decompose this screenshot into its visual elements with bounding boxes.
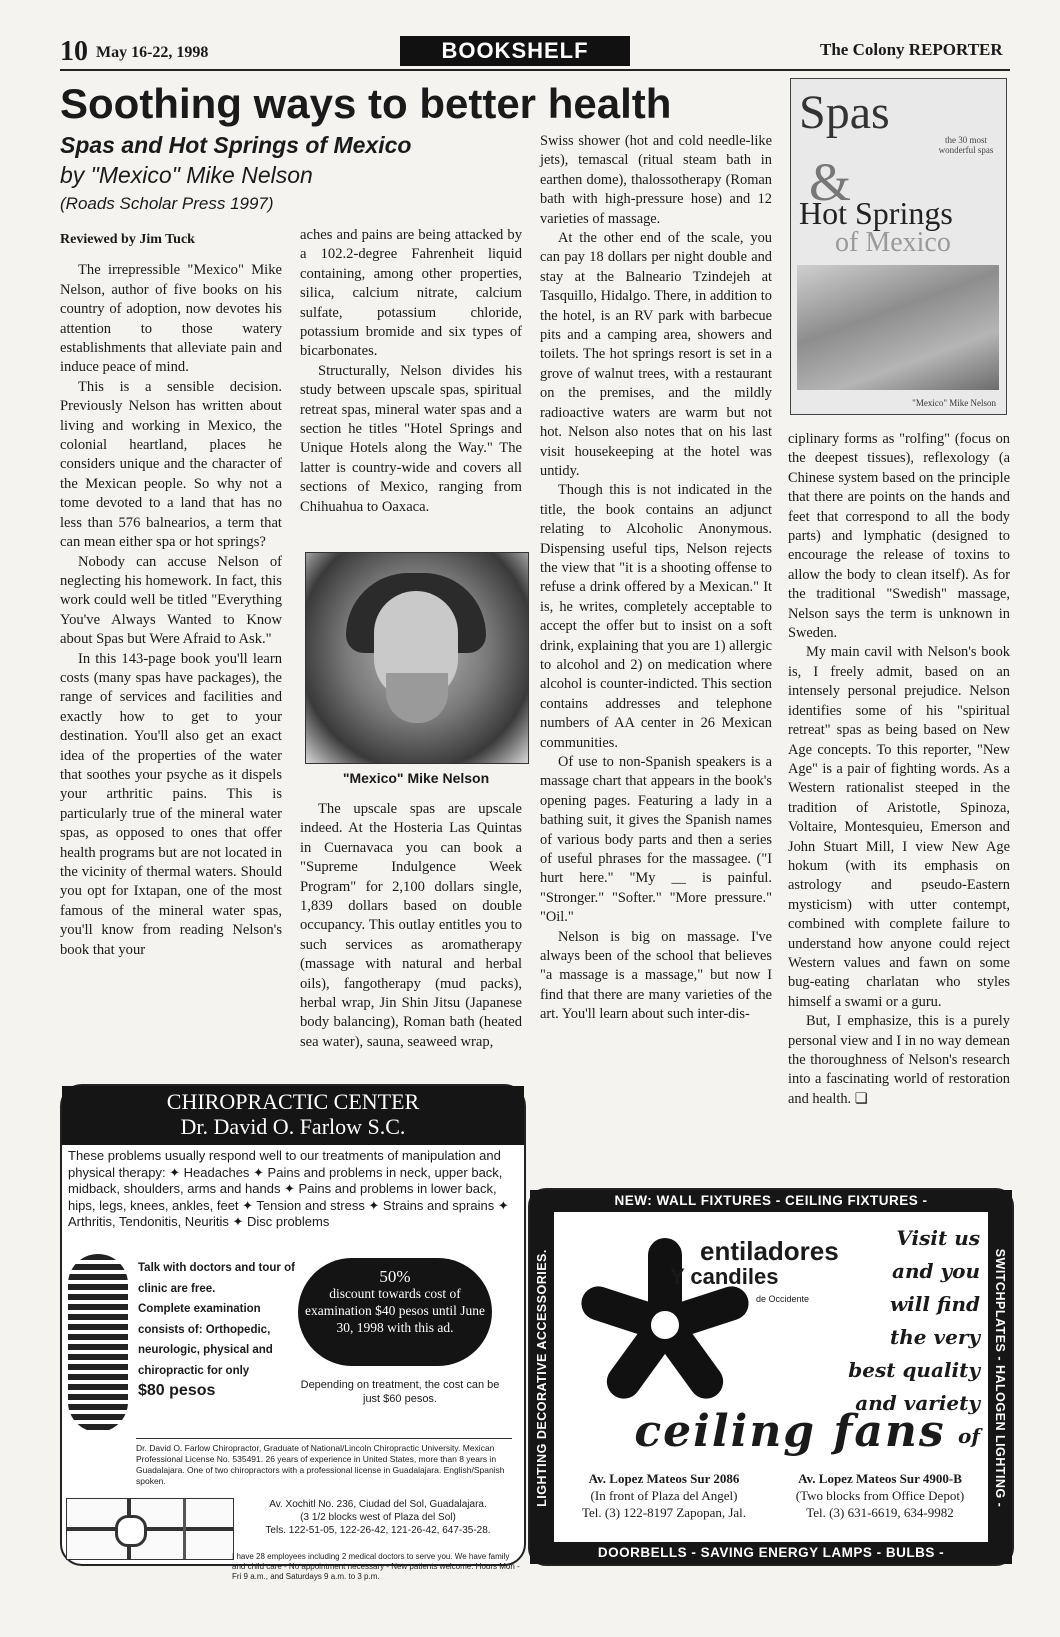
- ad-offer-list: [138, 1258, 303, 1402]
- script-line: and you: [892, 1259, 980, 1283]
- address-line: (3 1/2 blocks west of Plaza del Sol): [300, 1512, 456, 1523]
- clinic-address: [238, 1498, 518, 1537]
- article-column-2-top: [300, 226, 522, 517]
- paragraph: ciplinary forms as "rolfing" (focus on the deepest tissues), reflexology (a Chinese system based on the principle that there are points on the hands and feet that correspond to all the body parts) and lymphatic (designed to encourage the release of toxins to allow the body to clean itself). As for the traditional "Swedish" massage, Nelson says the term is unknown in Sweden.: [788, 431, 1010, 642]
- paragraph: Though this is not indicated in the title, the book contains an adjunct relating to Alcoholic Anonymous. Dispensing useful tips, Nelson rejects the view that "it is a shooting offense to refuse a drink offered by a Mexican." It is, he writes, completely acceptable to accept the offer but to insist on a soft drink, explaining that you are 1) allergic to alcohol and 2) on medication where alcohol is counter-indicted. This section contains addresses and telephone numbers of AA center in 26 Mexican communities.: [540, 482, 772, 751]
- ceiling-fans-title: ceiling fans: [634, 1406, 946, 1457]
- store-address: Av. Lopez Mateos Sur 2086: [588, 1471, 740, 1486]
- brand-candiles: Y candiles: [670, 1264, 779, 1289]
- ad-band-bottom: DOORBELLS - SAVING ENERGY LAMPS - BULBS -: [530, 1542, 1012, 1564]
- paragraph: Swiss shower (hot and cold needle-like jets), temascal (ritual steam bath in earthen dome), thalossotherapy (Roman bath with high-pressure hose) and 12 varieties of massage.: [540, 133, 772, 227]
- ad-intro: These problems usually respond well to our treatments of manipulation and physical therapy: ✦ Headaches ✦ Pains and problems in neck, upper back, midback, shoulders, arms and hands ✦ Pains and problems in lower back, hips, legs, knees, ankles, feet ✦ Tension and stress ✦ Strains and sprains ✦ Arthritis, Tendonitis, Neuritis ✦ Disc problems: [68, 1148, 509, 1229]
- cover-pool-photo: [797, 265, 999, 390]
- book-author: by "Mexico" Mike Nelson: [60, 162, 313, 188]
- end-mark: ❏: [854, 1090, 868, 1107]
- spine-illustration: [68, 1254, 128, 1432]
- paragraph: The upscale spas are upscale indeed. At the Hosteria Las Quintas in Cuernavaca you can book a "Supreme Indulgence Week Program" for 2,100 dollars single, 1,839 dollars based on double occupancy. This outlay entitles you to such services as aromatherapy (massage with natural and herbal oils), fangotherapy (mud packs), herbal wrap, Jin Shin Jitsu (Japanese body balancing), Roman bath (heated sea water), sauna, seaweed wrap,: [300, 801, 522, 1050]
- cover-author: "Mexico" Mike Nelson: [912, 398, 996, 408]
- offer-line: Talk with doctors and tour of clinic are free.: [138, 1262, 295, 1295]
- discount-text: discount towards cost of examination $40 pesos until June 30, 1998 with this ad.: [305, 1286, 485, 1335]
- book-publisher: (Roads Scholar Press 1997): [60, 194, 274, 213]
- ad-band-right: [988, 1190, 1012, 1564]
- brand-occidente: de Occidente: [756, 1294, 810, 1304]
- script-line: best quality: [848, 1358, 980, 1382]
- script-line: will find: [889, 1292, 980, 1316]
- map-road: [183, 1499, 186, 1559]
- script-line: the very: [890, 1325, 980, 1349]
- cover-title-hot-springs: Hot Springs: [799, 195, 953, 231]
- photo-caption: "Mexico" Mike Nelson: [342, 770, 490, 786]
- paragraph: [788, 1012, 1010, 1109]
- location-map: [66, 1498, 234, 1560]
- map-road: [67, 1527, 233, 1531]
- fan-hub: [648, 1308, 682, 1342]
- script-line: and variety of: [855, 1391, 980, 1448]
- issue-date: May 16-22, 1998: [96, 44, 209, 61]
- store-address: Av. Lopez Mateos Sur 4900-B: [798, 1471, 962, 1486]
- page-number: 10: [60, 36, 88, 67]
- header-rule: [60, 69, 1010, 71]
- cover-title-of-mexico: of Mexico: [835, 227, 951, 258]
- article-column-2-bottom: [300, 800, 522, 1052]
- book-cover-image: [790, 78, 1007, 415]
- chiropractic-ad: [60, 1084, 526, 1581]
- store-location-2: [780, 1470, 980, 1521]
- store-landmark: (Two blocks from Office Depot): [795, 1488, 965, 1503]
- address-line: Av. Xochitl No. 236, Ciudad del Sol, Guadalajara.: [269, 1499, 487, 1510]
- store-landmark: (In front of Plaza del Angel): [590, 1488, 738, 1503]
- paragraph: Structurally, Nelson divides his study between upscale spas, spiritual retreat spas, mineral water spas and a section he titles "Hotel Springs and Unique Hotels along the Way." The latter is country-wide and covers all sections of Mexico, ranging from Chihuahua to Oaxaca.: [300, 362, 522, 515]
- ceiling-fans-ad: [528, 1188, 1014, 1566]
- band-text: LIGHTING DECORATIVE ACCESSORIES.: [535, 1249, 549, 1507]
- discount-percent: 50%: [379, 1267, 411, 1286]
- store-phone: Tel. (3) 122-8197 Zapopan, Jal.: [581, 1505, 747, 1520]
- section-banner: BOOKSHELF: [400, 36, 630, 66]
- paragraph: In this 143-page book you'll learn costs (many spas have packages), the range of services and facilities and exactly how to get to your destination. You'll also get an exact idea of the properties of the water that soothes your psyche as it dispels your arthritic pains. This is particularly true of the mineral water spas, as opposed to ones that offer health programs but are not located in the vicinity of thermal waters. Should you opt for Ixtapan, one of the most famous of the mineral water spas, you'll know from reading Nelson's book that your: [60, 650, 282, 958]
- newspaper-name: The Colony REPORTER: [820, 40, 1003, 59]
- article-column-3: [540, 132, 772, 1025]
- paragraph: This is a sensible decision. Previously Nelson has written about living and working in Mexico, the colonial heartland, places he considers unique and the character of the Mexican people. So why not a tome devoted to a land that has no less than 576 balnearios, a term that can mean either spa or hot springs?: [60, 378, 282, 551]
- discount-oval: [298, 1258, 492, 1366]
- clinic-phones: Tels. 122-51-05, 122-26-42, 121-26-42, 647-35-28.: [265, 1525, 491, 1536]
- cover-title-spas: Spas: [799, 86, 890, 139]
- paragraph-text: But, I emphasize, this is a purely personal view and I in no way demean the thoroughness of Nelson's research into a fascinating world of restoration and health.: [788, 1013, 1010, 1107]
- article-column-4: [788, 430, 1010, 1109]
- cover-ampersand: &: [809, 152, 852, 212]
- book-title: Spas and Hot Springs of Mexico: [60, 132, 412, 158]
- paragraph: Nobody can accuse Nelson of neglecting his homework. In fact, this work could well be titled "Everything You've Always Wanted to Know about Spas but Were Afraid to Ask.": [60, 553, 282, 648]
- paragraph: Nelson is big on massage. I've always been of the school that believes "a massage is a massage," but now I find that there are many varieties of the art. You'll learn about such inter-dis-: [540, 928, 772, 1023]
- map-roundabout: [115, 1515, 147, 1547]
- article-column-1: [60, 230, 282, 960]
- photo-beard: [386, 673, 448, 723]
- script-line: Visit us: [896, 1226, 980, 1250]
- ad-doctor: Dr. David O. Farlow S.C.: [180, 1114, 406, 1139]
- offer-price: $80 pesos: [138, 1382, 216, 1399]
- treatment-cost-note: Depending on treatment, the cost can be just $60 pesos.: [300, 1379, 500, 1405]
- band-text: SWITCHPLATES - HALOGEN LIGHTING -: [993, 1248, 1007, 1508]
- paragraph: The irrepressible "Mexico" Mike Nelson, author of five books on his country of adoption, now devotes his attention to those watery establishments that alleviate pain and induce peace of mind.: [60, 262, 282, 376]
- ad-header: [62, 1086, 524, 1145]
- headline: Soothing ways to better health: [60, 80, 672, 127]
- author-photo: [305, 552, 529, 764]
- brand-ventiladores: entiladores: [700, 1236, 839, 1266]
- doctor-credentials: Dr. David O. Farlow Chiropractor, Graduate of National/Lincoln Chiropractic University. Mexican Professional License No. 535491. 26 years of experience in United States, more than 8 years in Guadalajara. One of two chiropractors with a professional license in Guadalajara. English/Spanish spoken.: [136, 1438, 512, 1487]
- paragraph: At the other end of the scale, you can pay 18 dollars per night double and stay at the Balneario Tzindejeh at Tasquillo, Hidalgo. There, in addition to the hotel, is an RV park with barbecue pits and a camping area, showers and toilets. The hot springs resort is set in a grove of walnut trees, with a restaurant on the premises, and the mildly radioactive waters are warm but not hot. Nelson also notes that on his last visit housekeeping at the hotel was untidy.: [540, 230, 772, 479]
- cover-tagline: the 30 most wonderful spas: [938, 135, 994, 155]
- clinic-hours: I have 28 employees including 2 medical doctors to serve you. We have family and child care - No appointment necessary - New patients welcome. Hours Mon - Fri 9 a.m., and Saturdays 9 a.m. to 3 p.m.: [232, 1552, 520, 1581]
- ad-title: CHIROPRACTIC CENTER: [166, 1089, 420, 1114]
- paragraph: Of use to non-Spanish speakers is a massage chart that appears in the book's opening pages. Featuring a lady in a bathing suit, it gives the Spanish names of various body parts and then a series of useful phrases for the massagee. ("I hurt here." "My __ is painful. "Stronger." "Softer." "More pressure." "Oil.": [540, 754, 772, 926]
- paragraph: My main cavil with Nelson's book is, I freely admit, based on an intensely personal prejudice. Nelson identifies some of his "spiritual retreat" spas as being based on New Age concepts. To this reporter, "New Age" is a pair of fighting words. As a Western rationalist steeped in the tradition of Aristotle, Spinoza, Voltaire, Montesquieu, Emerson and John Stuart Mill, I view New Age hokum (with its emphasis on astrology and pseudo-Eastern mysticism) with utter contempt, combined with complete failure to understand how anyone could reject Western values and fawn on some bug-eating charlatan who styles himself a swami or a guru.: [788, 644, 1010, 1010]
- reviewer-byline: Reviewed by Jim Tuck: [60, 232, 195, 247]
- ad-band-top: NEW: WALL FIXTURES - CEILING FIXTURES -: [530, 1190, 1012, 1212]
- offer-line: Complete examination consists of: Orthopedic, neurologic, physical and chiropractic for only: [138, 1303, 273, 1377]
- store-phone: Tel. (3) 631-6619, 634-9982: [806, 1505, 954, 1520]
- store-location-1: [564, 1470, 764, 1521]
- ad-band-left: [530, 1190, 554, 1564]
- paragraph: aches and pains are being attacked by a 102.2-degree Fahrenheit liquid containing, among other properties, silica, calcium nitrate, calcium sulfate, potassium chloride, potassium bromide and six types of bicarbonates.: [300, 227, 522, 360]
